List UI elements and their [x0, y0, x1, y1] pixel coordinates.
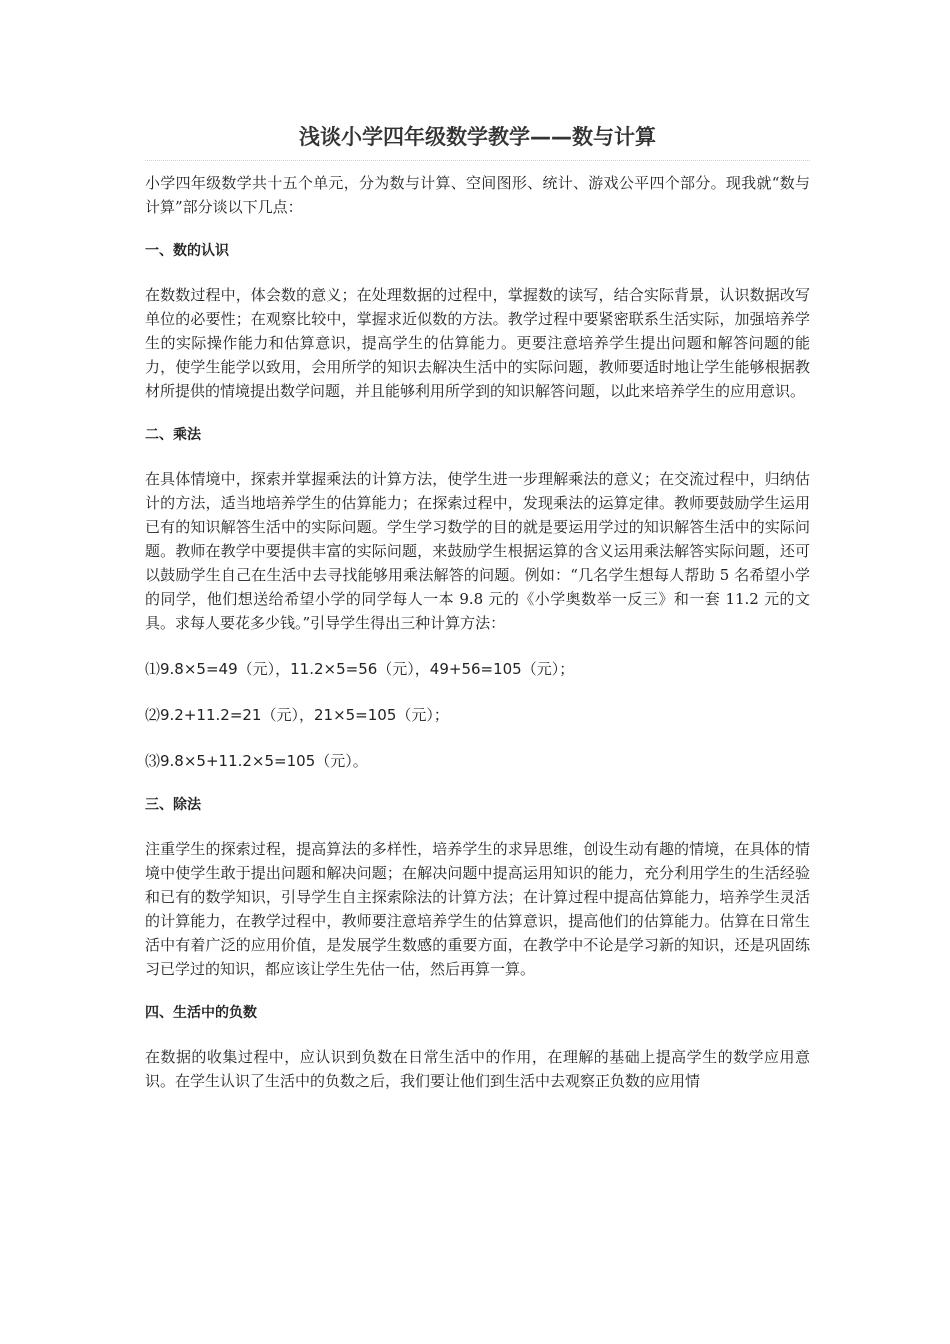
formula-method-1: ⑴9.8×5=49（元），11.2×5=56（元），49+56=105（元）；	[145, 660, 575, 678]
section-paragraph-number-recognition: 在数数过程中，体会数的意义；在处理数据的过程中，掌握数的读写，结合实际背景，认识数据改写单位的必要性；在观察比较中，掌握求近似数的方法。教学过程中要紧密联系生活实际，加强培养学生的实际操作能力和估算意识，提高学生的估算能力。更要注意培养学生提出问题和解答问题的能力，使学生能学以致用，会用所学的知识去解决生活中的实际问题，教师要适时地让学生能够根据教材所提供的情境提出数学问题，并且能够利用所学到的知识解答问题，以此来培养学生的应用意识。	[145, 286, 810, 400]
section-heading-negative-numbers: 四、生活中的负数	[145, 1005, 257, 1021]
section-paragraph-division: 注重学生的探索过程，提高算法的多样性，培养学生的求异思维，创设生动有趣的情境，在具体的情境中使学生敢于提出问题和解决问题；在解决问题中提高运用知识的能力，充分利用学生的生活经验和已有的数学知识，引导学生自主探索除法的计算方法；在计算过程中提高估算能力，培养学生灵活的计算能力，在教学过程中，教师要注意培养学生的估算意识，提高他们的估算能力。估算在日常生活中有着广泛的应用价值，是发展学生数感的重要方面，在教学中不论是学习新的知识，还是巩固练习已学过的知识，都应该让学生先估一估，然后再算一算。	[145, 840, 810, 978]
formula-method-2: ⑵9.2+11.2=21（元），21×5=105（元）；	[145, 706, 449, 724]
section-paragraph-multiplication: 在具体情境中，探索并掌握乘法的计算方法，使学生进一步理解乘法的意义；在交流过程中，归纳估计的方法，适当地培养学生的估算能力；在探索过程中，发现乘法的运算定律。教师要鼓励学生运用已有的知识解答生活中的实际问题。学生学习数学的目的就是要运用学过的知识解答生活中的实际问题。教师在教学中要提供丰富的实际问题，来鼓励学生根据运算的含义运用乘法解答实际问题，还可以鼓励学生自己在生活中去寻找能够用乘法解答的问题。例如：“几名学生想每人帮助 5 名希望小学的同学，他们想送给希望小学的同学每人一本 9.8 元的《小学奥数举一反三》和一套 11.2 元的文具。求每人要花多少钱。”引导学生得出三种计算方法：	[145, 470, 810, 632]
formula-method-3: ⑶9.8×5+11.2×5=105（元）。	[145, 752, 368, 770]
intro-paragraph: 小学四年级数学共十五个单元，分为数与计算、空间图形、统计、游戏公平四个部分。现我就“数与计算”部分谈以下几点：	[145, 174, 810, 216]
section-heading-multiplication: 二、乘法	[145, 427, 201, 443]
section-heading-number-recognition: 一、数的认识	[145, 243, 229, 259]
document-page	[145, 118, 810, 1093]
section-heading-division: 三、除法	[145, 797, 201, 813]
document-title: 浅谈小学四年级数学教学——数与计算	[299, 125, 656, 149]
title-divider	[145, 160, 810, 161]
section-paragraph-negative-numbers: 在数据的收集过程中，应认识到负数在日常生活中的作用，在理解的基础上提高学生的数学应用意识。在学生认识了生活中的负数之后，我们要让他们到生活中去观察正负数的应用情	[145, 1048, 810, 1090]
